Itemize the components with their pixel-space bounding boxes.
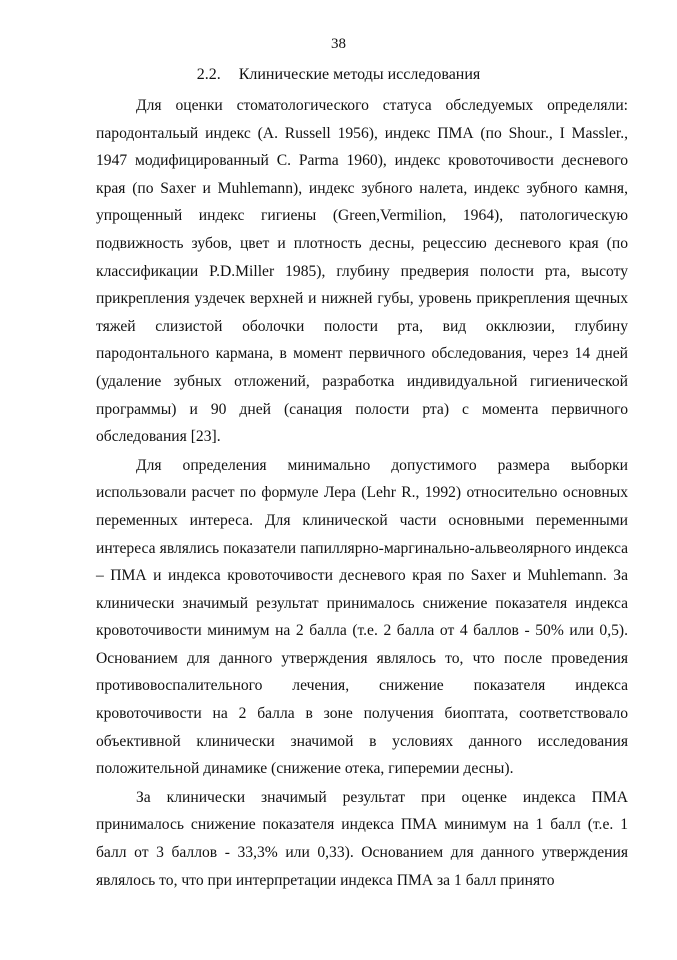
paragraph: Для определения минимально допустимого размера выборки использовали расчет по формуле Лера (Lehr R., 1992) относительно основных переменных интереса. Для клинической части основными переменными интереса являлись показатели папиллярно-маргинально-альвеолярного индекса – ПМА и индекса кровоточивости десневого края по Saxer и Muhlemann. За клинически значимый результат принималось снижение показателя индекса кровоточивости минимум на 2 балла (т.е. 2 балла от 4 баллов - 50% или 0,5). Основанием для данного утверждения являлось то, что после проведения противовоспалительного лечения, снижение показателя индекса кровоточивости на 2 балла в зоне получения биоптата, соответствовало объективной клинически значимой в условиях данного исследования положительной динамике (снижение отека, гиперемии десны).: [96, 456, 628, 778]
paragraph: За клинически значимый результат при оценке индекса ПМА принималось снижение показателя индекса ПМА минимум на 1 балл (т.е. 1 балл от 3 баллов - 33,3% или 0,33). Основанием для данного утверждения являлось то, что при интерпретации индекса ПМА за 1 балл принято: [96, 788, 628, 889]
section-number: 2.2.: [196, 66, 221, 83]
section-title: Клинические методы исследования: [238, 66, 481, 83]
body-text: [96, 92, 628, 894]
paragraph: Для оценки стоматологического статуса обследуемых определяли: пародонтальый индекс (A. Russell 1956), индекс ПМА (по Shour., I Massler., 1947 модифицированный C. Parma 1960), индекс кровоточивости десневого края (по Saxer и Muhlemann), индекс зубного налета, индекс зубного камня, упрощенный индекс гигиены (Green,Vermilion, 1964), патологическую подвижность зубов, цвет и плотность десны, рецессию десневого края (по классификации P.D.Miller 1985), глубину предверия полости рта, высоту прикрепления уздечек верхней и нижней губы, уровень прикрепления щечных тяжей слизистой оболочки полости рта, вид окклюзии, глубину пародонтального кармана, в момент первичного обследования, через 14 дней (удаление зубных отложений, разработка индивидуальной гигиенической программы) и 90 дней (санация полости рта) с момента первичного обследования [23].: [96, 97, 628, 446]
page-number: 38: [331, 36, 346, 52]
section-heading: [0, 64, 677, 86]
